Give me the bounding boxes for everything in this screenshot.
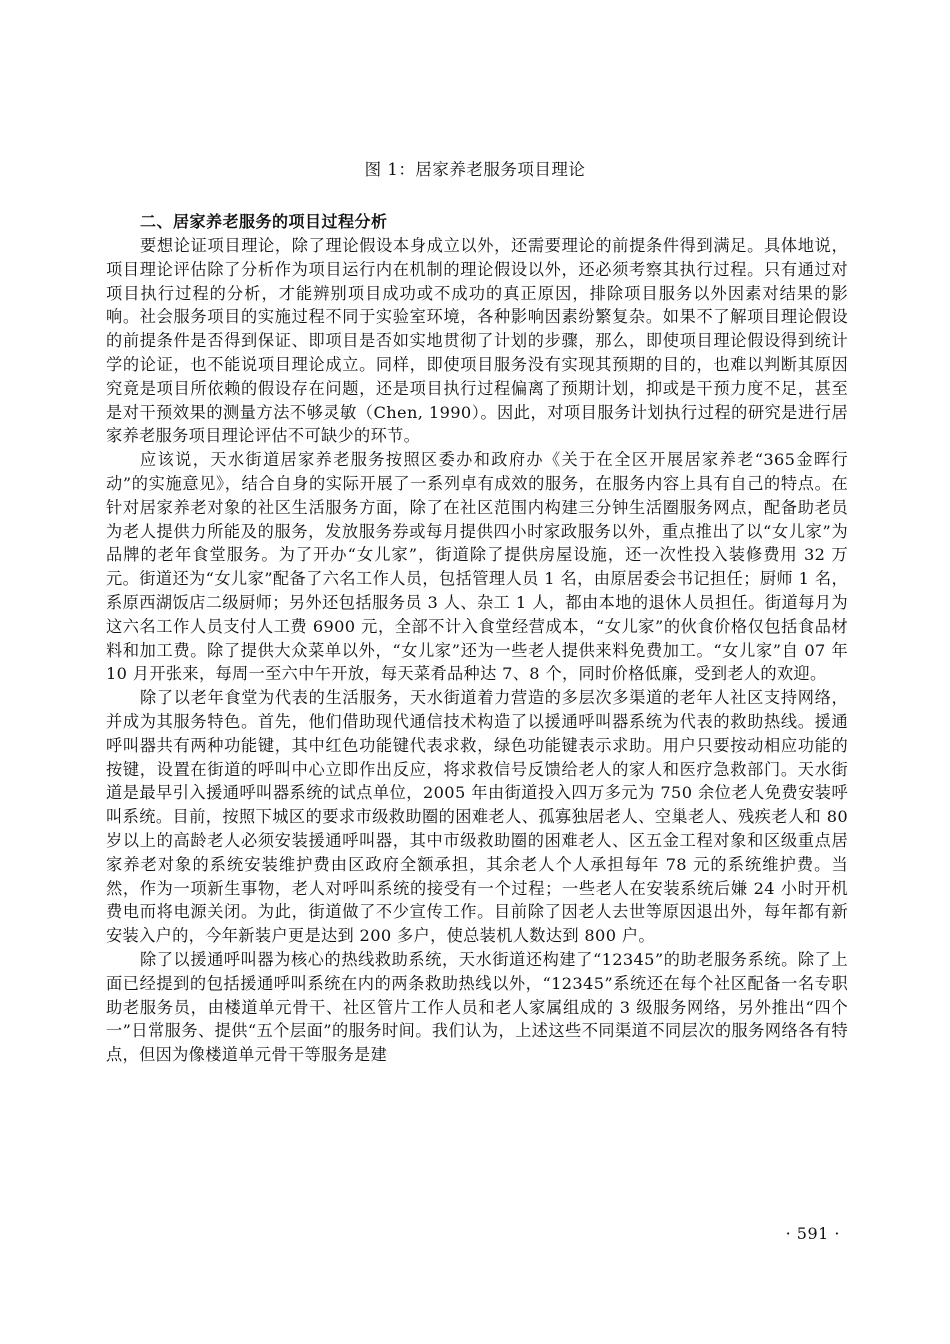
section-heading: 二、居家养老服务的项目过程分析 [140,212,388,231]
paragraph-canteen-service: 应该说，天水街道居家养老服务按照区委办和政府办《关于在全区开展居家养老“365金晖行动”的实施意见》，结合自身的实际开展了一系列卓有成效的服务，在服务内容上具有自己的特点。在针对居家养老对象的社区生活服务方面，除了在社区范围内构建三分钟生活圈服务网点，配备助老员为老人提供力所能及的服务，发放服务券或每月提供四小时家政服务以外，重点推出了以“女儿家”为品牌的老年食堂服务。为了开办“女儿家”，街道除了提供房屋设施，还一次性投入装修费用 32 万元。街道还为“女儿家”配备了六名工作人员，包括管理人员 1 名，由原居委会书记担任；厨师 1 名，系原西湖饭店二级厨师；另外还包括服务员 3 人、杂工 1 人，都由本地的退休人员担任。街道每月为这六名工作人员支付人工费 6900 元，全部不计入食堂经营成本，“女儿家”的伙食价格仅包括食品材料和加工费。除了提供大众菜单以外，“女儿家”还为一些老人提供来料免费加工。“女儿家”自 07 年 10 月开张来，每周一至六中午开放，每天菜肴品种达 7、8 个，同时价格低廉，受到老人的欢迎。 [106,450,848,684]
figure-caption: 图 1：居家养老服务项目理论 [364,160,586,179]
paragraph-process-analysis: 要想论证项目理论，除了理论假设本身成立以外，还需要理论的前提条件得到满足。具体地说，项目理论评估除了分析作为项目运行内在机制的理论假设以外，还必须考察其执行过程。只有通过对项目执行过程的分析，才能辨别项目成功或不成功的真正原因，排除项目服务以外因素对结果的影响。社会服务项目的实施过程不同于实验室环境，各种影响因素纷繁复杂。如果不了解项目理论假设的前提条件是否得到保证、即项目是否如实地贯彻了计划的步骤，那么，即使项目理论假设得到统计学的论证，也不能说项目理论成立。同样，即使项目服务没有实现其预期的目的，也难以判断其原因究竟是项目所依赖的假设存在问题，还是项目执行过程偏离了预期计划，抑或是干预力度不足，甚至是对干预效果的测量方法不够灵敏（Chen, 1990）。因此，对项目服务计划执行过程的研究是进行居家养老服务项目理论评估不可缺少的环节。 [106,236,848,446]
paragraph-support-network: 除了以老年食堂为代表的生活服务，天水街道着力营造的多层次多渠道的老年人社区支持网络，并成为其服务特色。首先，他们借助现代通信技术构造了以援通呼叫器系统为代表的救助热线。援通呼叫器共有两种功能键，其中红色功能键代表求救，绿色功能键表示求助。用户只要按动相应功能的按键，设置在街道的呼叫中心立即作出反应，将求救信号反馈给老人的家人和医疗急救部门。天水街道是最早引入援通呼叫器系统的试点单位，2005 年由街道投入四万多元为 750 余位老人免费安装呼叫系统。目前，按照下城区的要求市级救助圈的困难老人、孤寡独居老人、空巢老人、残疾老人和 80 岁以上的高龄老人必须安装援通呼叫器，其中市级救助圈的困难老人、区五金工程对象和区级重点居家养老对象的系统安装维护费由区政府全额承担，其余老人个人承担每年 78 元的系统维护费。当然，作为一项新生事物，老人对呼叫系统的接受有一个过程；一些老人在安装系统后嫌 24 小时开机费电而将电源关闭。为此，街道做了不少宣传工作。目前除了因老人去世等原因退出外，每年都有新安装入户的，今年新装户更是达到 200 多户，使总装机人数达到 800 户。 [106,688,848,946]
paragraph-12345-system: 除了以援通呼叫器为核心的热线救助系统，天水街道还构建了“12345”的助老服务系统。除了上面已经提到的包括援通呼叫系统在内的两条救助热线以外，“12345”系统还在每个社区配备一名专职助老服务员，由楼道单元骨干、社区管片工作人员和老人家属组成的 3 级服务网络，另外推出“四个一”日常服务、提供“五个层面”的服务时间。我们认为，上述这些不同渠道不同层次的服务网络各有特点，但因为像楼道单元骨干等服务是建 [106,949,848,1065]
body-text [106,210,848,1067]
page-number: · 591 · [785,1224,840,1243]
